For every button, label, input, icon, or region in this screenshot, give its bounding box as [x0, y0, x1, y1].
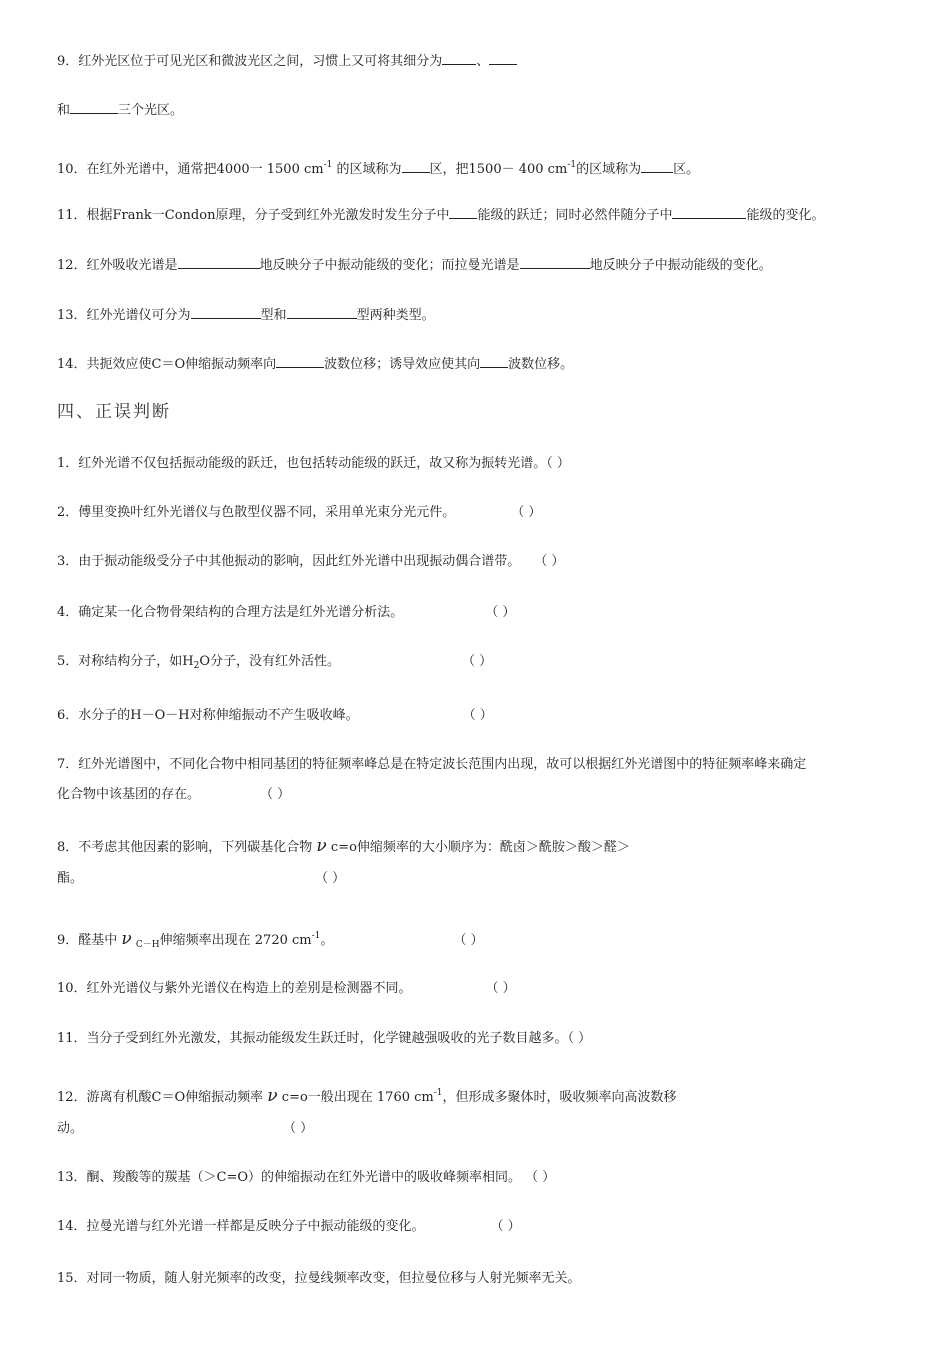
question-14-fill: 14．共扼效应使C＝O伸缩振动频率向 波数位移；诱导效应使其向 波数位移。: [57, 357, 574, 372]
tf-question-12-cont: 动。 （ ）: [57, 1121, 314, 1136]
tf-question-3: 3．由于振动能级受分子中其他振动的影响，因此红外光谱中出现振动偶合谱带。 （ ）: [57, 554, 565, 569]
answer-blank: [480, 355, 508, 368]
answer-parens: （ ）: [485, 981, 516, 996]
answer-blank: [641, 160, 673, 173]
tf-question-13: 13．酮、羧酸等的羰基（＞C=O）的伸缩振动在红外光谱中的吸收峰频率相同。 （ ）: [57, 1170, 556, 1185]
tf-question-1: 1．红外光谱不仅包括振动能级的跃迁，也包括转动能级的跃迁，故又称为振转光谱。（ ）: [57, 456, 570, 471]
answer-blank: [191, 306, 261, 319]
tf-question-12: 12．游离有机酸C＝O伸缩振动频率 ν c=o一般出现在 1760 $cm^{-1}$，但形成多聚体时，吸收频率向高波数移: [57, 1086, 677, 1106]
answer-parens: （ ）: [260, 787, 291, 802]
nu-symbol: ν: [316, 836, 327, 856]
answer-blank: [520, 256, 590, 269]
tf-question-11: 11．当分子受到红外光激发，其振动能级发生跃迁时，化学键越强吸收的光子数目越多。（ ）: [57, 1031, 592, 1046]
question-9-fill: 9．红外光区位于可见光区和微波光区之间，习惯上又可将其细分为 、: [57, 52, 517, 71]
answer-parens: （ ）: [283, 1121, 314, 1136]
answer-parens: （ ）: [462, 708, 493, 723]
answer-blank: [178, 256, 260, 269]
question-11-fill: 11．根据Frank一Condon原理，分子受到红外光激发时发生分子中 能级的跃迁；同时必然伴随分子中 能级的变化。: [57, 208, 825, 223]
answer-blank: [449, 206, 477, 219]
answer-blank: [442, 52, 476, 65]
question-9-fill-cont: 和 三个光区。: [57, 103, 184, 118]
tf-question-7: 7．红外光谱图中，不同化合物中相同基团的特征频率峰总是在特定波长范围内出现，故可以根据红外光谱图中的特征频率峰来确定: [57, 757, 807, 772]
tf-question-4: 4．确定某一化合物骨架结构的合理方法是红外光谱分析法。 （ ）: [57, 605, 516, 620]
tf-question-8-cont: 酯。 （ ）: [57, 871, 346, 886]
tf-question-8: 8．不考虑其他因素的影响，下列碳基化合物 ν c=o伸缩频率的大小顺序为：酰卤＞酰胺＞酸＞醛＞: [57, 836, 630, 856]
answer-blank: [672, 206, 746, 219]
tf-question-5: 5．对称结构分子，如$H_2O$分子，没有红外活性。 （ ）: [57, 654, 493, 671]
answer-parens: （ ）: [490, 1219, 521, 1234]
answer-parens: （ ）: [485, 605, 516, 620]
answer-blank: [287, 306, 357, 319]
nu-symbol: ν: [267, 1086, 278, 1106]
answer-parens: （ ）: [315, 871, 346, 886]
question-13-fill: 13．红外光谱仪可分为 型和 型两种类型。: [57, 308, 435, 323]
tf-question-15: 15．对同一物质，随人射光频率的改变，拉曼线频率改变，但拉曼位移与人射光频率无关。: [57, 1271, 581, 1286]
section-heading: 四、正误判断: [57, 402, 171, 422]
answer-blank: [489, 52, 517, 65]
answer-parens: （ ）: [462, 654, 493, 669]
answer-blank: [276, 355, 324, 368]
tf-question-2: 2．傅里变换叶红外光谱仪与色散型仪器不同，采用单光束分光元件。 （ ）: [57, 505, 542, 520]
question-text: 9．红外光区位于可见光区和微波光区之间，习惯上又可将其细分为: [57, 54, 443, 69]
answer-parens: （ ）: [511, 505, 542, 520]
tf-question-9: 9．醛基中 ν $_{C-H}$伸缩频率出现在 2720 $cm^{-1}$。 （ ）: [57, 929, 484, 950]
tf-question-10: 10．红外光谱仪与紫外光谱仪在构造上的差别是检测器不同。 （ ）: [57, 981, 516, 996]
answer-blank: [70, 101, 118, 114]
question-12-fill: 12．红外吸收光谱是 地反映分子中振动能级的变化；而拉曼光谱是 地反映分子中振动能级的变化。: [57, 258, 772, 273]
question-10-fill: 10．在红外光谱中，通常把4000一 1500 $cm^{-1}$ 的区域称为 区，把1500－ 400 $cm^{-1}$的区域称为 区。: [57, 160, 700, 177]
answer-parens: （ ）: [534, 554, 565, 569]
tf-question-14: 14．拉曼光谱与红外光谱一样都是反映分子中振动能级的变化。 （ ）: [57, 1219, 521, 1234]
answer-blank: [402, 160, 430, 173]
nu-symbol: ν: [121, 929, 132, 949]
tf-question-6: 6．水分子的H－O－H对称伸缩振动不产生吸收峰。 （ ）: [57, 708, 493, 723]
answer-parens: （ ）: [453, 933, 484, 948]
tf-question-7-cont: 化合物中该基团的存在。 （ ）: [57, 787, 291, 802]
